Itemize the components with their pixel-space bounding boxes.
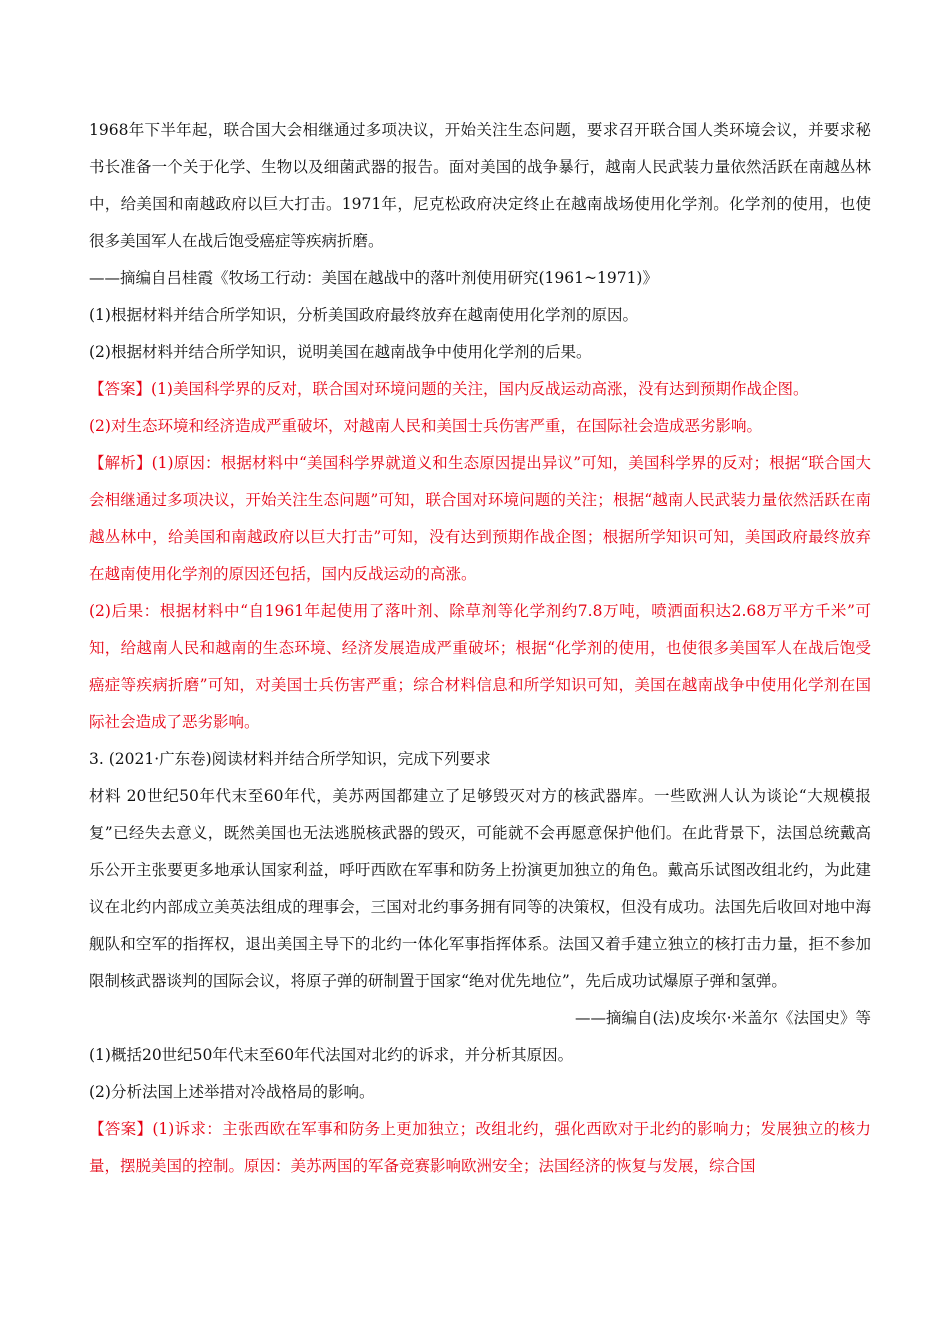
analysis-1-text: (1)原因：根据材料中“美国科学界就道义和生态原因提出异议”可知，美国科学界的反对；根据“联合国大会相继通过多项决议，开始关注生态问题”可知，联合国对环境问题的关注；根据“越南人民武装力量依然活跃在南越丛林中，给美国和南越政府以巨大打击”可知，没有达到预期作战企图；根据所学知识可知，美国政府最终放弃在越南使用化学剂的原因还包括，国内反战运动的高涨。 [89, 454, 871, 583]
analysis-tag: 【解析】 [89, 454, 152, 472]
question-3-answer [89, 1111, 871, 1185]
question-3-material: 材料 20世纪50年代末至60年代，美苏两国都建立了足够毁灭对方的核武器库。一些欧洲人认为谈论“大规模报复”已经失去意义，既然美国也无法逃脱核武器的毁灭，可能就不会再愿意保护他们。在此背景下，法国总统戴高乐公开主张要更多地承认国家利益，呼吁西欧在军事和防务上扮演更加独立的角色。戴高乐试图改组北约，为此建议在北约内部成立美英法组成的理事会，三国对北约事务拥有同等的决策权，但没有成功。法国先后收回对地中海舰队和空军的指挥权，退出美国主导下的北约一体化军事指挥体系。法国又着手建立独立的核打击力量，拒不参加限制核武器谈判的国际会议，将原子弹的研制置于国家“绝对优先地位”，先后成功试爆原子弹和氢弹。 [89, 787, 871, 990]
answer-1 [89, 371, 871, 408]
answer-1-text: (1)美国科学界的反对，联合国对环境问题的关注，国内反战运动高涨，没有达到预期作战企图。 [151, 380, 809, 398]
material-paragraph: 1968年下半年起，联合国大会相继通过多项决议，开始关注生态问题，要求召开联合国人类环境会议，并要求秘书长准备一个关于化学、生物以及细菌武器的报告。面对美国的战争暴行，越南人民武装力量依然活跃在南越丛林中，给美国和南越政府以巨大打击。1971年，尼克松政府决定终止在越南战场使用化学剂。化学剂的使用，也使很多美国军人在战后饱受癌症等疾病折磨。 [89, 121, 871, 250]
material-source: ——摘编自吕桂霞《牧场工行动：美国在越战中的落叶剂使用研究(1961~1971)》 [89, 269, 658, 287]
analysis-2: (2)后果：根据材料中“自1961年起使用了落叶剂、除草剂等化学剂约7.8万吨，喷洒面积达2.68万平方千米”可知，给越南人民和越南的生态环境、经济发展造成严重破坏；根据“化学剂的使用，也使很多美国军人在战后饱受癌症等疾病折磨”可知，对美国士兵伤害严重；综合材料信息和所学知识可知，美国在越南战争中使用化学剂在国际社会造成了恶劣影响。 [89, 602, 871, 731]
question-3-title: 3. (2021·广东卷)阅读材料并结合所学知识，完成下列要求 [89, 750, 491, 768]
answer-2: (2)对生态环境和经济造成严重破坏，对越南人民和美国士兵伤害严重，在国际社会造成恶劣影响。 [89, 417, 762, 435]
answer-tag: 【答案】 [89, 380, 152, 398]
question-3-answer-tag: 【答案】 [89, 1120, 153, 1138]
question-3-answer-text: (1)诉求：主张西欧在军事和防务上更加独立；改组北约，强化西欧对于北约的影响力；发展独立的核力量，摆脱美国的控制。原因：美苏两国的军备竞赛影响欧洲安全；法国经济的恢复与发展，综合国 [89, 1120, 871, 1175]
question-3-q1: (1)概括20世纪50年代末至60年代法国对北约的诉求，并分析其原因。 [89, 1046, 574, 1064]
document-page [89, 112, 871, 1185]
analysis-1 [89, 445, 871, 593]
question-3-q2: (2)分析法国上述举措对冷战格局的影响。 [89, 1083, 375, 1101]
question-1: (1)根据材料并结合所学知识，分析美国政府最终放弃在越南使用化学剂的原因。 [89, 306, 638, 324]
question-3-source: ——摘编自(法)皮埃尔·米盖尔《法国史》等 [574, 1009, 871, 1027]
question-2: (2)根据材料并结合所学知识，说明美国在越南战争中使用化学剂的后果。 [89, 343, 592, 361]
